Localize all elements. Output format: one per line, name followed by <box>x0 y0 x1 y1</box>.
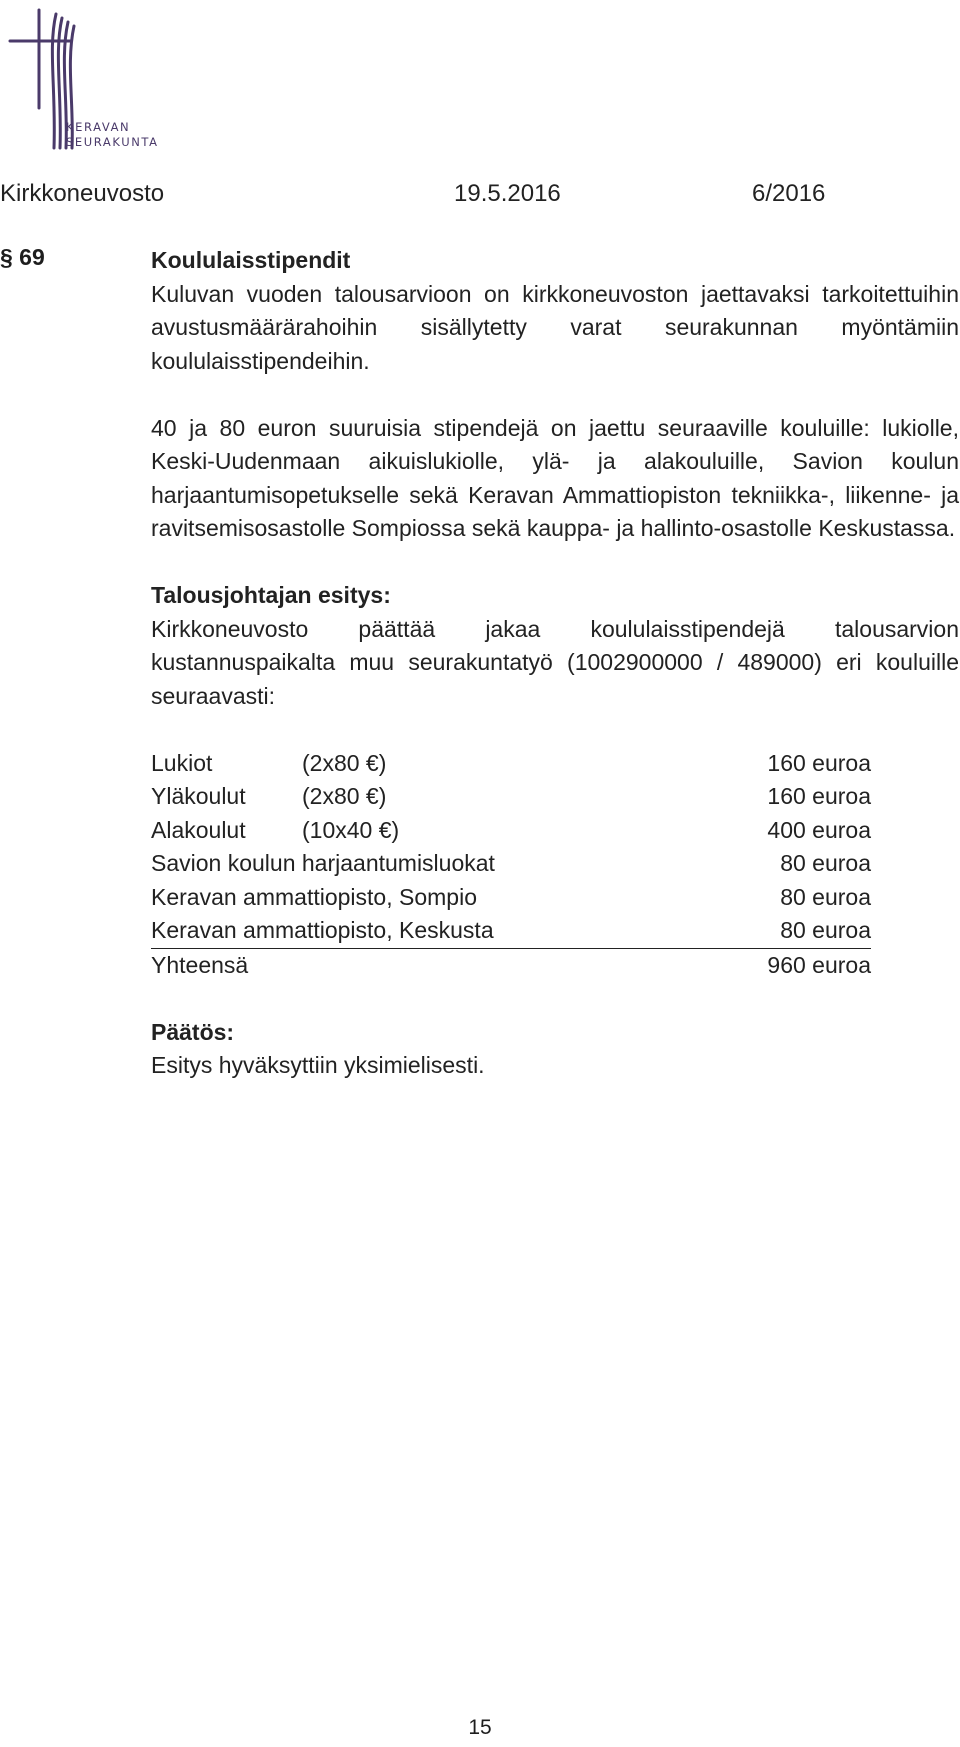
stipend-detail: (2x80 €) <box>302 783 387 809</box>
proposal-heading: Talousjohtajan esitys: <box>151 582 391 608</box>
decision-heading: Päätös: <box>151 1018 235 1045</box>
logo-line-2: SEURAKUNTA <box>66 135 159 149</box>
logo-wordmark <box>66 120 159 150</box>
school-name: Savion koulun harjaantumisluokat <box>151 850 495 876</box>
amount: 80 euroa <box>717 914 871 948</box>
amount: 160 euroa <box>767 783 871 809</box>
allocation-row <box>151 747 871 781</box>
intro-paragraph: Kuluvan vuoden talousarvioon on kirkkoneuvoston jaettavaksi tarkoitettuihin avustusmäärärahoihin sisällytetty varat seurakunnan myöntämiin koululaisstipendeihin. <box>151 280 959 374</box>
allocation-row <box>151 847 871 881</box>
allocation-row <box>151 814 871 848</box>
stipend-detail: (10x40 €) <box>302 816 400 843</box>
amount: 80 euroa <box>780 883 871 910</box>
total-amount: 960 euroa <box>767 951 871 978</box>
logo-line-1: KERAVAN <box>66 120 131 134</box>
amount: 400 euroa <box>767 816 871 843</box>
amount: 80 euroa <box>780 850 871 876</box>
school-name: Yläkoulut <box>151 783 246 809</box>
school-name: Alakoulut <box>151 816 246 843</box>
school-name: Keravan ammattiopisto, Sompio <box>151 883 477 910</box>
decision-text: Esitys hyväksyttiin yksimielisesti. <box>151 1052 485 1078</box>
page-number: 15 <box>468 1716 492 1739</box>
header-body-name: Kirkkoneuvosto <box>0 180 165 207</box>
section-content <box>151 244 959 1083</box>
allocation-row <box>151 914 871 948</box>
section-title: Koululaisstipendit <box>151 247 351 273</box>
proposal-text: Kirkkoneuvosto päättää jakaa koululaisstipendejä talousarvion kustannuspaikalta muu seurakuntatyö (1002900000 / 489000) eri kouluille seuraavasti: <box>151 615 959 709</box>
school-name: Keravan ammattiopisto, Keskusta <box>151 914 717 948</box>
total-label: Yhteensä <box>151 951 249 978</box>
stipend-detail: (2x80 €) <box>302 749 387 776</box>
header-meeting-number: 6/2016 <box>752 180 826 207</box>
amount: 160 euroa <box>767 749 871 776</box>
header-date: 19.5.2016 <box>454 180 561 207</box>
allocation-table <box>151 747 871 983</box>
total-row <box>151 948 871 982</box>
parish-logo <box>8 8 159 168</box>
schools-paragraph: 40 ja 80 euron suuruisia stipendejä on jaettu seuraaville kouluille: lukiolle, Keski-Uudenmaan aikuislukiolle, ylä- ja alakouluille, Savion koulun harjaantumisopetukselle sekä Keravan Ammattiopiston tekniikka-, liikenne- ja ravitsemisosastolle Sompiossa sekä kauppa- ja hallinto-osastolle Keskustassa. <box>151 414 959 541</box>
school-name: Lukiot <box>151 749 213 776</box>
section-number: § 69 <box>0 244 45 270</box>
allocation-row <box>151 881 871 915</box>
allocation-row <box>151 780 871 814</box>
